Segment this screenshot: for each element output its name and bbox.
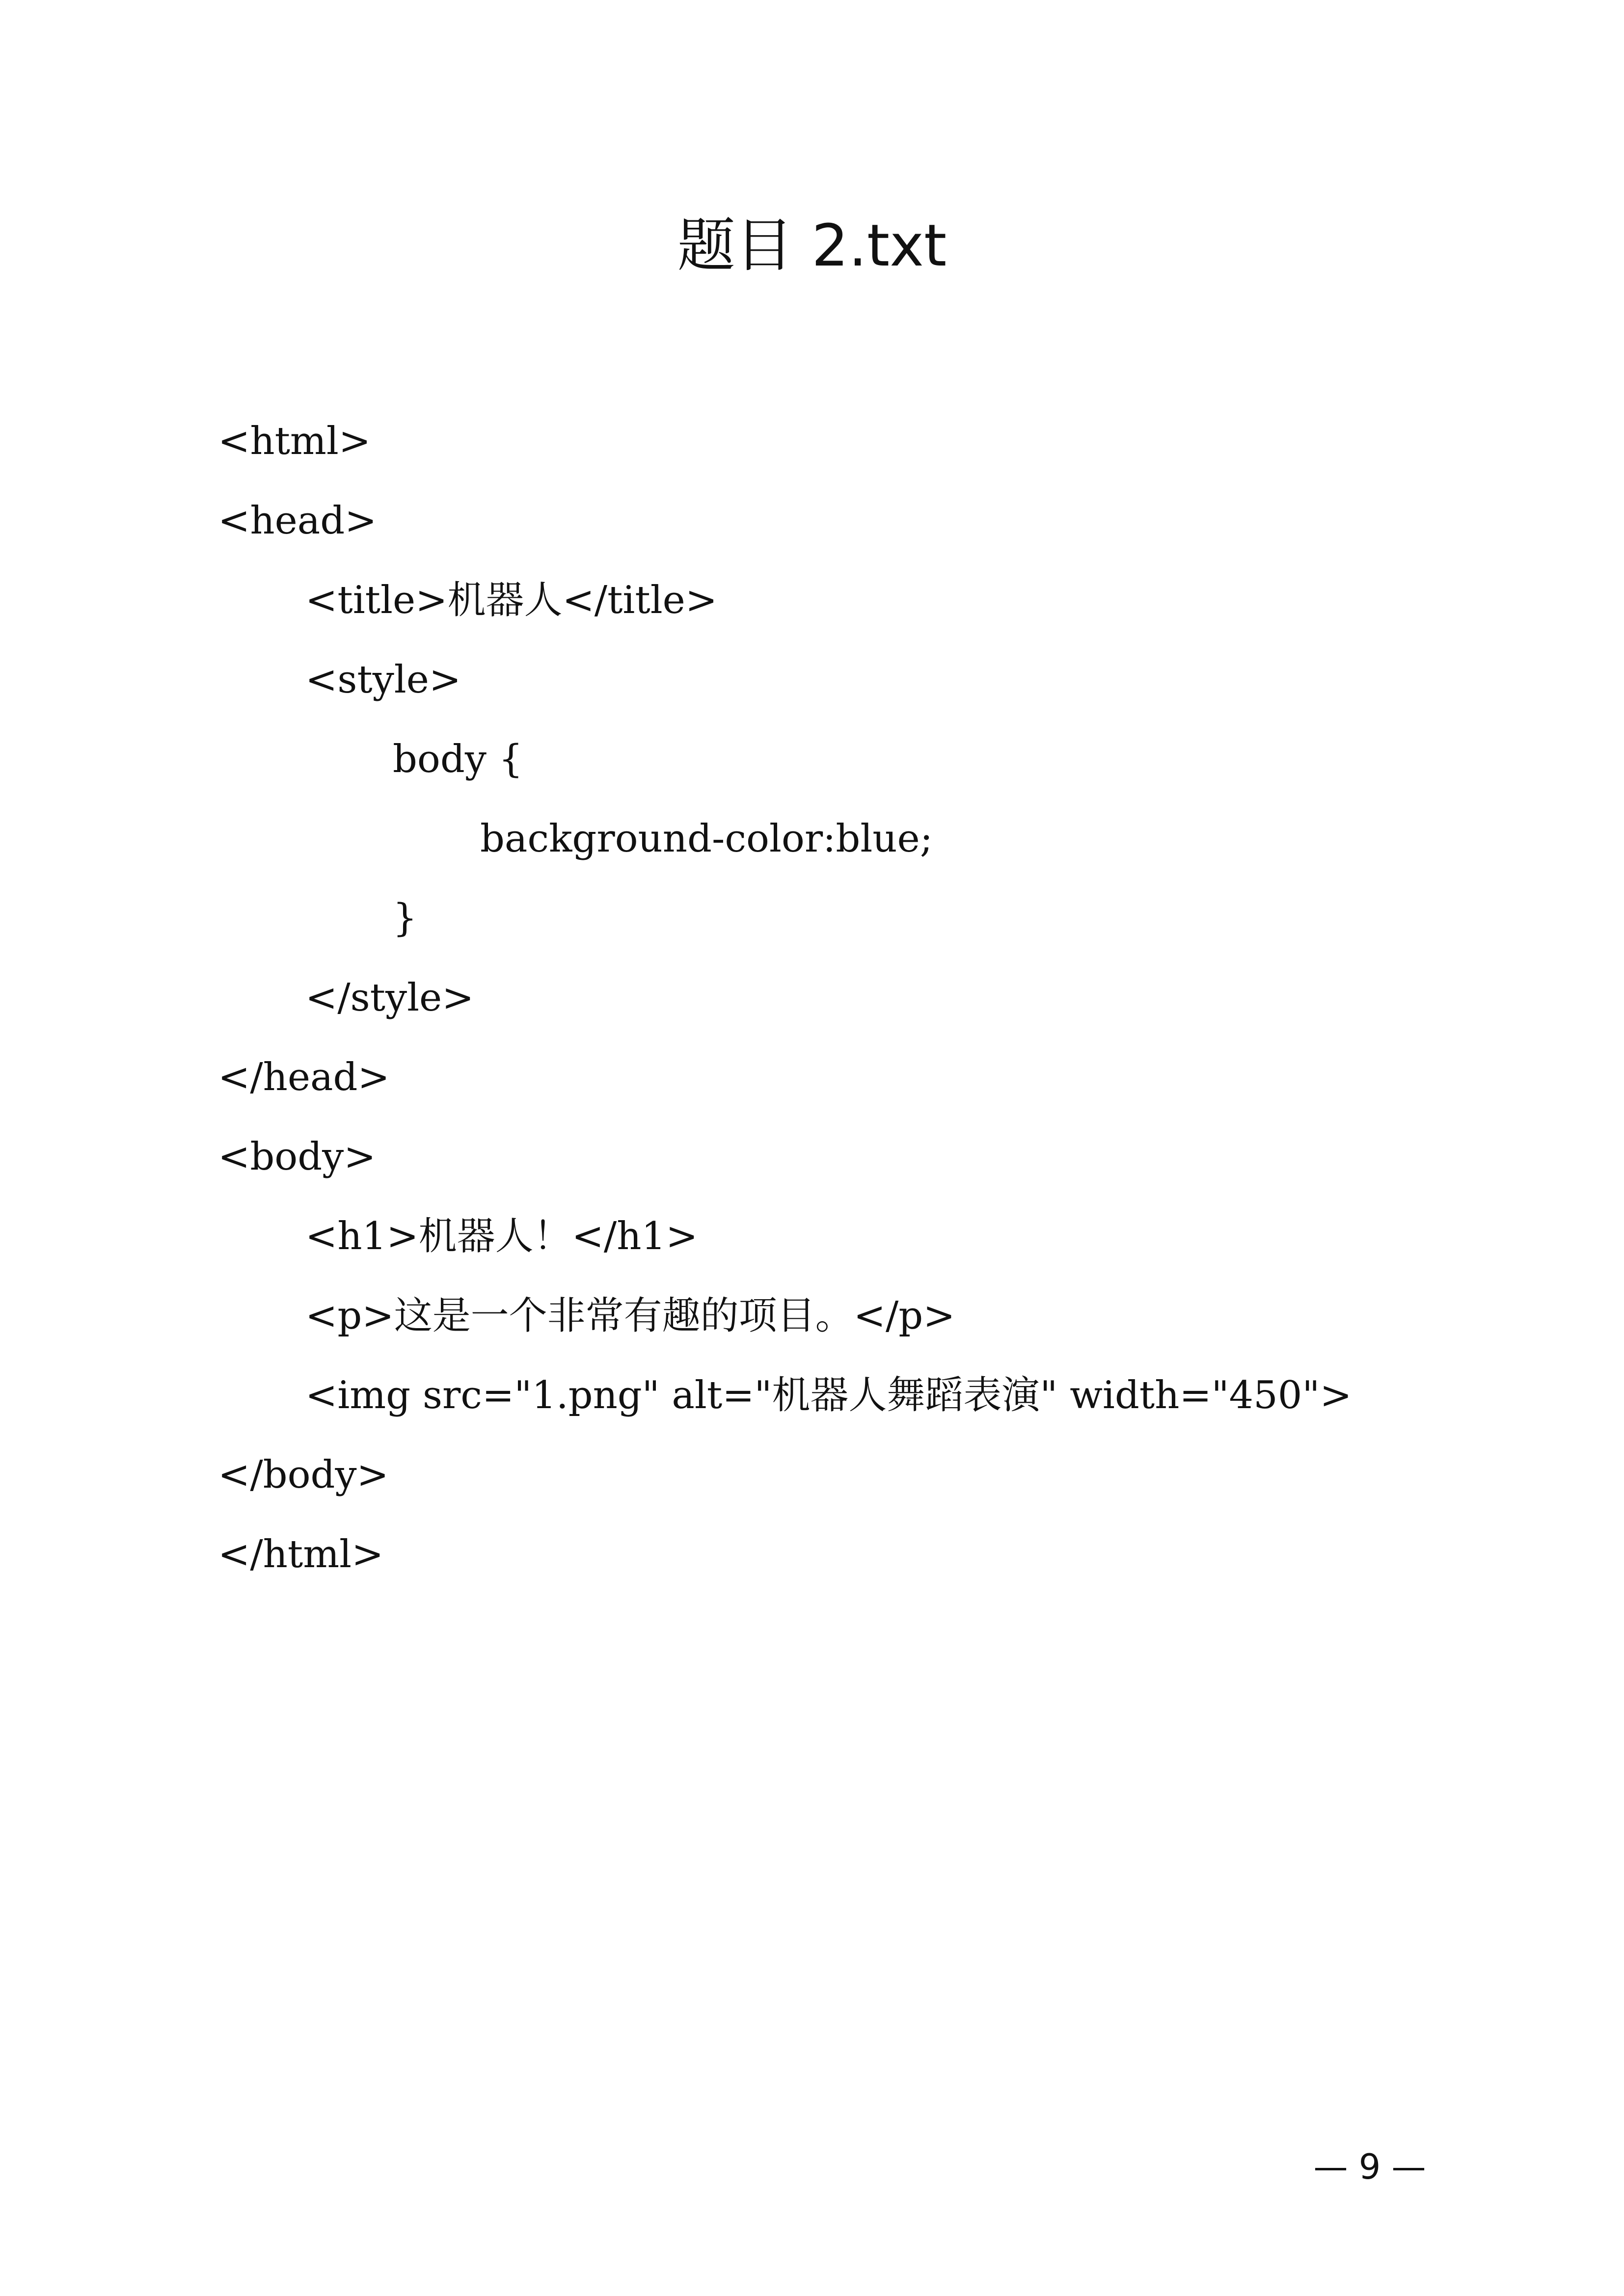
page-title: 题目 2.txt (677, 212, 947, 279)
code-line: <title>机器人</title> (305, 578, 718, 622)
page-number: — 9 — (1313, 2147, 1426, 2187)
code-line: </body> (218, 1453, 389, 1497)
code-line: } (393, 896, 417, 940)
code-line: <html> (218, 419, 371, 463)
code-line: <style> (305, 658, 461, 702)
code-line: </html> (218, 1532, 384, 1576)
code-line: <img src="1.png" alt="机器人舞蹈表演" width="450"> (305, 1373, 1352, 1417)
code-block (218, 401, 1445, 1594)
code-line: <head> (218, 499, 377, 543)
code-line: </style> (305, 976, 474, 1020)
code-line: <body> (218, 1135, 376, 1179)
code-line: </head> (218, 1055, 390, 1099)
code-line: background-color:blue; (480, 817, 933, 861)
code-line: body { (393, 737, 523, 781)
code-line: <h1>机器人！</h1> (305, 1214, 698, 1258)
code-line: <p>这是一个非常有趣的项目。</p> (305, 1294, 955, 1338)
